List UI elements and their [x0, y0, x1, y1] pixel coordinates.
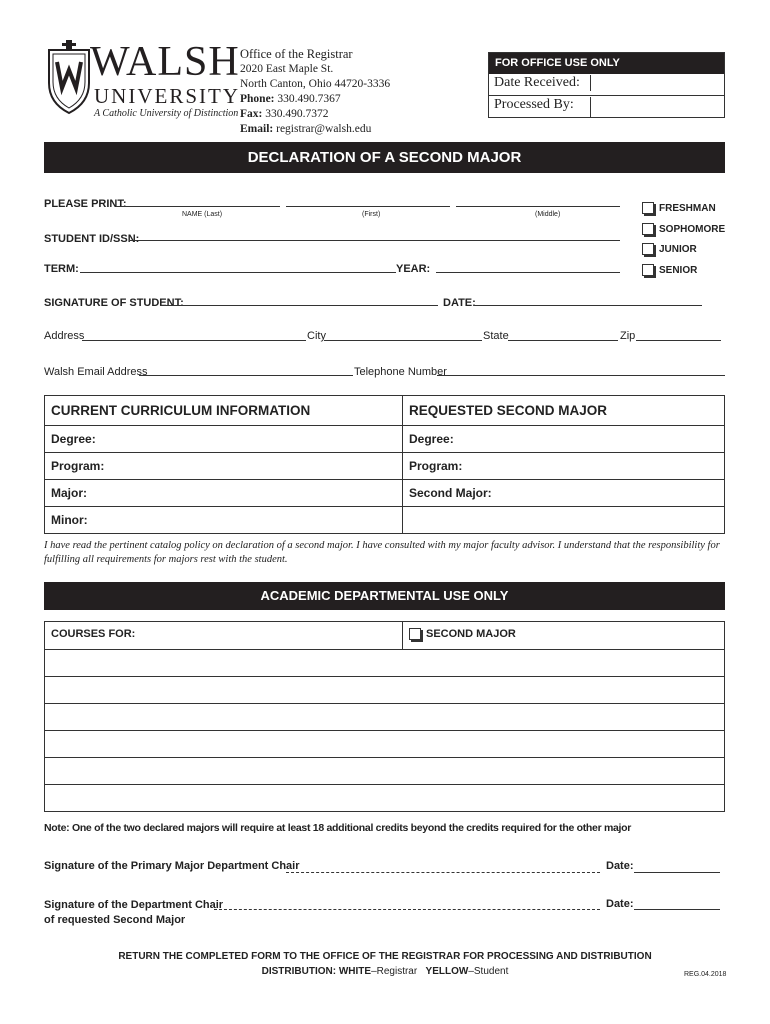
name-last-field[interactable]: [116, 206, 280, 207]
primary-chair-signature-field[interactable]: [286, 872, 600, 873]
course-row[interactable]: [44, 730, 725, 758]
current-major-field[interactable]: Major:: [45, 480, 403, 507]
state-field[interactable]: [508, 340, 618, 341]
name-middle-field[interactable]: [456, 206, 620, 207]
empty-cell: [403, 507, 725, 534]
course-row[interactable]: [44, 649, 725, 677]
credits-note: Note: One of the two declared majors will require at least 18 additional credits beyond the credits required for the other major: [44, 822, 632, 834]
course-row[interactable]: [44, 703, 725, 731]
logo-name-bottom: UNIVERSITY: [94, 84, 240, 108]
dept-chair-signature-field[interactable]: [214, 909, 600, 910]
address-label: Address: [44, 330, 85, 342]
year-label: YEAR:: [396, 263, 431, 275]
office-city: North Canton, Ohio 44720-3336: [240, 78, 391, 90]
office-use-box: [488, 52, 725, 118]
distribution-line: DISTRIBUTION: WHITE–Registrar YELLOW–Student: [261, 966, 509, 977]
second-major-field[interactable]: Second Major:: [403, 480, 725, 507]
name-middle-caption: (Middle): [535, 211, 561, 218]
office-phone: Phone: 330.490.7367: [240, 93, 341, 105]
office-email: Email: registrar@walsh.edu: [240, 123, 372, 135]
office-title: Office of the Registrar: [240, 47, 353, 61]
term-field[interactable]: [80, 272, 396, 273]
dept-chair-date-label: Date:: [606, 898, 634, 910]
current-degree-field[interactable]: Degree:: [45, 426, 403, 453]
senior-checkbox[interactable]: SENIOR: [642, 261, 725, 282]
form-title: DECLARATION OF A SECOND MAJOR: [44, 142, 725, 173]
please-print-label: PLEASE PRINT:: [44, 198, 127, 210]
course-row[interactable]: [44, 757, 725, 785]
primary-chair-date-field[interactable]: [634, 872, 720, 873]
city-field[interactable]: [324, 340, 482, 341]
processed-by-field[interactable]: Processed By:: [489, 96, 724, 117]
city-label: City: [307, 330, 326, 342]
office-fax: Fax: 330.490.7372: [240, 108, 329, 120]
primary-chair-label: Signature of the Primary Major Department Chair: [44, 860, 300, 872]
course-row[interactable]: [44, 784, 725, 812]
dept-chair-label: Signature of the Department Chair of requested Second Major: [44, 899, 224, 926]
signature-label: SIGNATURE OF STUDENT:: [44, 297, 184, 309]
crest-icon: [44, 38, 94, 118]
telephone-field[interactable]: [437, 375, 725, 376]
term-label: TERM:: [44, 263, 79, 275]
dept-chair-date-field[interactable]: [634, 909, 720, 910]
date-label: DATE:: [443, 297, 476, 309]
date-received-field[interactable]: Date Received:: [489, 74, 724, 96]
telephone-label: Telephone Number: [354, 366, 447, 378]
student-id-field[interactable]: [130, 240, 620, 241]
course-row[interactable]: [44, 676, 725, 704]
zip-field[interactable]: [636, 340, 721, 341]
office-street: 2020 East Maple St.: [240, 63, 334, 75]
office-use-header: FOR OFFICE USE ONLY: [489, 53, 724, 74]
office-address: [240, 47, 390, 137]
email-field[interactable]: [139, 375, 353, 376]
requested-second-major-header: REQUESTED SECOND MAJOR: [403, 396, 725, 426]
zip-label: Zip: [620, 330, 636, 342]
courses-for-label: COURSES FOR:: [51, 628, 136, 640]
address-field[interactable]: [82, 340, 306, 341]
date-field[interactable]: [474, 305, 702, 306]
student-id-label: STUDENT ID/SSN:: [44, 233, 140, 245]
name-first-caption: (First): [362, 211, 381, 218]
freshman-checkbox[interactable]: FRESHMAN: [642, 199, 725, 220]
return-instructions: RETURN THE COMPLETED FORM TO THE OFFICE OF THE REGISTRAR FOR PROCESSING AND DISTRIBUTION: [118, 951, 652, 962]
primary-chair-date-label: Date:: [606, 860, 634, 872]
class-options: [642, 199, 725, 281]
requested-program-field[interactable]: Program:: [403, 453, 725, 480]
current-minor-field[interactable]: Minor:: [45, 507, 403, 534]
state-label: State: [483, 330, 509, 342]
second-major-checkbox[interactable]: SECOND MAJOR: [409, 628, 516, 640]
statement-text: I have read the pertinent catalog policy on declaration of a second major. I have consulted with my major faculty advisor. I understand that the responsibility for fulfilling all requirements for majors rest with the student.: [44, 540, 720, 565]
department-use-header: ACADEMIC DEPARTMENTAL USE ONLY: [44, 582, 725, 610]
curriculum-table: [44, 395, 725, 534]
name-last-caption: NAME (Last): [182, 211, 223, 218]
current-curriculum-header: CURRENT CURRICULUM INFORMATION: [45, 396, 403, 426]
current-program-field[interactable]: Program:: [45, 453, 403, 480]
logo-tagline: A Catholic University of Distinction: [94, 108, 239, 119]
name-first-field[interactable]: [286, 206, 450, 207]
courses-header-row: [44, 621, 725, 650]
form-code: REG.04.2018: [684, 971, 727, 978]
junior-checkbox[interactable]: JUNIOR: [642, 240, 725, 261]
year-field[interactable]: [436, 272, 620, 273]
logo-name-top: WALSH: [90, 39, 240, 85]
walsh-logo: [44, 38, 240, 120]
email-label: Walsh Email Address: [44, 366, 148, 378]
requested-degree-field[interactable]: Degree:: [403, 426, 725, 453]
sophomore-checkbox[interactable]: SOPHOMORE: [642, 220, 725, 241]
signature-field[interactable]: [160, 305, 438, 306]
